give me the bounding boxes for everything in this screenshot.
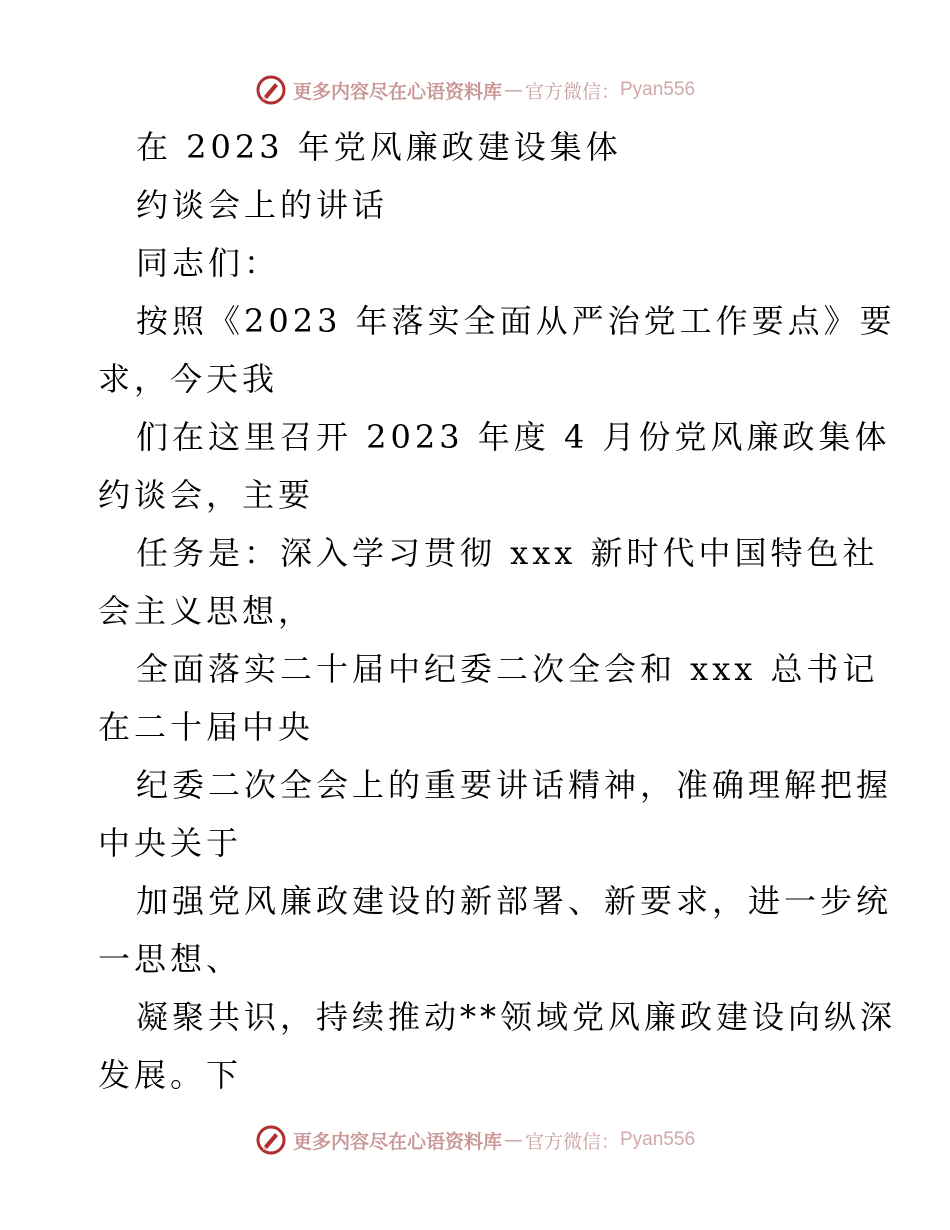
- title-line-1: 在 2023 年党风廉政建设集体: [136, 128, 622, 166]
- wechat-label: 官方微信：: [524, 1130, 620, 1153]
- title-line-2: 约谈会上的讲话: [136, 186, 389, 224]
- footer-watermark: [0, 1122, 950, 1158]
- paragraph-line: 一思想、: [98, 940, 243, 978]
- document-body: [98, 118, 897, 1104]
- wechat-id: Pyan556: [620, 79, 696, 100]
- pen-logo-icon: [255, 74, 287, 106]
- wechat-label: 官方微信：: [524, 80, 620, 103]
- paragraph-line: 纪委二次全会上的重要讲话精神，准确理解把握: [136, 766, 893, 804]
- paragraph-line: 按照《2023 年落实全面从严治党工作要点》要: [136, 302, 896, 340]
- header-watermark: [0, 72, 950, 108]
- banner-separator: —: [503, 1129, 523, 1151]
- site-name: 更多内容尽在心语资料库: [292, 80, 502, 103]
- paragraph-line: 发展。下: [98, 1056, 243, 1094]
- site-name: 更多内容尽在心语资料库: [292, 1130, 502, 1153]
- paragraph-line: 会主义思想，: [98, 592, 315, 630]
- paragraph-line: 求，今天我: [98, 360, 279, 398]
- paragraph-line: 约谈会，主要: [98, 476, 315, 514]
- paragraph-line: 加强党风廉政建设的新部署、新要求，进一步统: [136, 882, 893, 920]
- paragraph-line: 任务是：深入学习贯彻 xxx 新时代中国特色社: [136, 534, 879, 572]
- paragraph-line: 中央关于: [98, 824, 243, 862]
- pen-logo-icon: [255, 1124, 287, 1156]
- paragraph-line: 在二十届中央: [98, 708, 315, 746]
- salutation: 同志们：: [136, 244, 281, 282]
- paragraph-line: 凝聚共识，持续推动**领域党风廉政建设向纵深: [136, 998, 897, 1036]
- paragraph-line: 们在这里召开 2023 年度 4 月份党风廉政集体: [136, 418, 891, 456]
- paragraph-line: 全面落实二十届中纪委二次全会和 xxx 总书记: [136, 650, 879, 688]
- wechat-id: Pyan556: [620, 1129, 696, 1150]
- banner-separator: —: [503, 79, 523, 101]
